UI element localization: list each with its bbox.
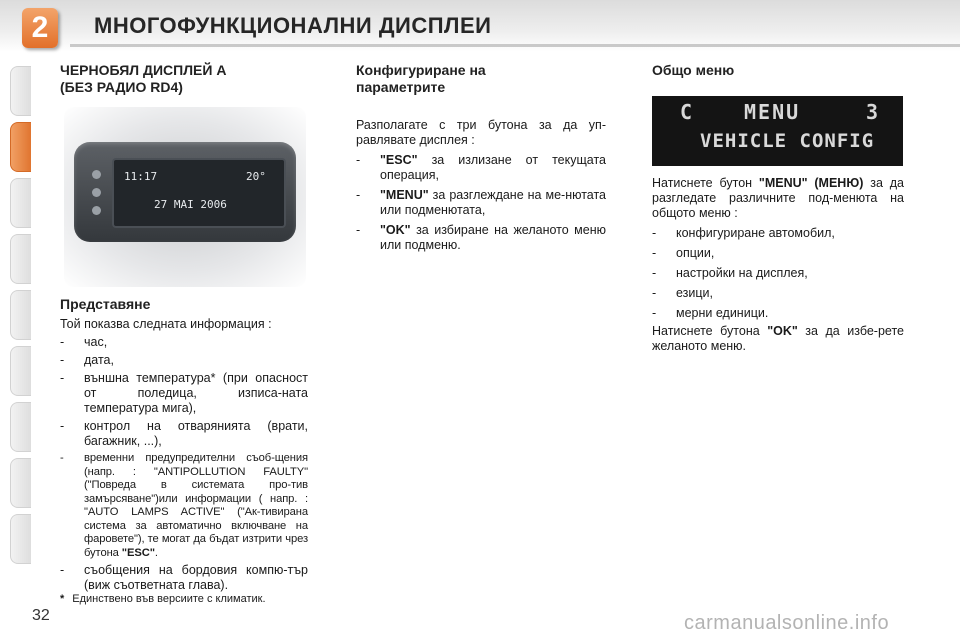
list-item: - съобщения на бордовия компю-тър (виж съответната глава). bbox=[60, 563, 308, 592]
menu-screen-image bbox=[652, 96, 903, 166]
side-tab[interactable] bbox=[10, 402, 31, 452]
general-menu-heading: Общо меню bbox=[652, 62, 735, 78]
side-tab[interactable] bbox=[10, 346, 31, 396]
config-heading-line2: параметрите bbox=[356, 79, 446, 95]
side-tab[interactable] bbox=[10, 514, 31, 564]
footnote-star: * bbox=[60, 593, 65, 605]
section-heading-line1: ЧЕРНОБЯЛ ДИСПЛЕЙ А bbox=[60, 62, 227, 78]
chapter-badge: 2 bbox=[22, 8, 58, 48]
side-tab-active[interactable] bbox=[10, 122, 31, 172]
side-tab[interactable] bbox=[10, 178, 31, 228]
panel-button bbox=[92, 170, 101, 179]
display-time: 11:17 bbox=[124, 170, 158, 183]
display-temperature: 20° bbox=[246, 170, 266, 183]
list-item: - настройки на дисплея, bbox=[652, 266, 808, 280]
list-item: - външна температура* (при опасност от поледица, изписа-ната температура мига), bbox=[60, 371, 308, 415]
config-heading-line1: Конфигуриране на bbox=[356, 62, 486, 78]
screen-forward-symbol: 3 bbox=[866, 100, 881, 124]
list-item: - конфигуриране автомобил, bbox=[652, 226, 835, 240]
left-column-body bbox=[60, 296, 308, 593]
list-item-menu: - "MENU" за разглеждане на ме-нютата или подменютата, bbox=[356, 188, 606, 217]
intro-text: Той показва следната информация : bbox=[60, 317, 272, 331]
left-heading bbox=[60, 62, 310, 96]
watermark: carmanualsonline.info bbox=[684, 612, 890, 634]
footnote-text: Единствено във версиите с климатик. bbox=[72, 593, 266, 605]
general-menu-outro: Натиснете бутона "OK" за да избе-рете желаното меню. bbox=[652, 324, 904, 353]
list-item-esc: - "ESC" за излизане от текущата операция, bbox=[356, 153, 606, 182]
side-tab[interactable] bbox=[10, 290, 31, 340]
general-menu-intro: Натиснете бутон "MENU" (МЕНЮ) за да разгледате различните под-менюта на общото меню : bbox=[652, 176, 904, 220]
list-item: - час, bbox=[60, 335, 108, 349]
page-title: МНОГОФУНКЦИОНАЛНИ ДИСПЛЕИ bbox=[94, 13, 492, 38]
list-item: - мерни единици. bbox=[652, 306, 769, 320]
page-number: 32 bbox=[32, 607, 50, 624]
monochrome-display bbox=[112, 158, 286, 228]
middle-column bbox=[356, 62, 606, 253]
screen-menu-label: MENU bbox=[744, 100, 801, 124]
side-tab[interactable] bbox=[10, 66, 31, 116]
screen-back-symbol: C bbox=[680, 100, 695, 124]
list-item-warnings: - временни предупредителни съоб-щения (напр. : "ANTIPOLLUTION FAULTY" ("Повреда в системата про-тив замърсяване")или информации ( напр. : "AUTO LAMPS ACTIVE" ("Ак-тивирана система за автоматично включване на фаровете"), те могат да бъдат изтрити чрез бутона "ESC". bbox=[60, 452, 308, 559]
panel-button bbox=[92, 206, 101, 215]
list-item: - езици, bbox=[652, 286, 714, 300]
section-heading-line2: (БЕЗ РАДИО RD4) bbox=[60, 79, 183, 95]
panel-button bbox=[92, 188, 101, 197]
display-date: 27 MAI 2006 bbox=[154, 198, 227, 211]
right-heading bbox=[652, 62, 902, 79]
list-item: - контрол на отварянията (врати, багажник, ...), bbox=[60, 419, 308, 448]
dashboard-panel bbox=[74, 142, 296, 242]
config-intro: Разполагате с три бутона за да уп-равлявате дисплея : bbox=[356, 118, 606, 147]
list-item: - опции, bbox=[652, 246, 715, 260]
list-item-ok: - "OK" за избиране на желаното меню или подменю. bbox=[356, 223, 606, 252]
list-item: - дата, bbox=[60, 353, 114, 367]
side-tab[interactable] bbox=[10, 458, 31, 508]
side-tab[interactable] bbox=[10, 234, 31, 284]
display-photo bbox=[64, 107, 306, 287]
header-divider bbox=[70, 44, 960, 47]
section-title-presentation: Представяне bbox=[60, 296, 151, 312]
right-column-body bbox=[652, 176, 904, 354]
screen-vehicle-config: VEHICLE CONFIG bbox=[700, 130, 875, 152]
footnote bbox=[60, 593, 266, 605]
